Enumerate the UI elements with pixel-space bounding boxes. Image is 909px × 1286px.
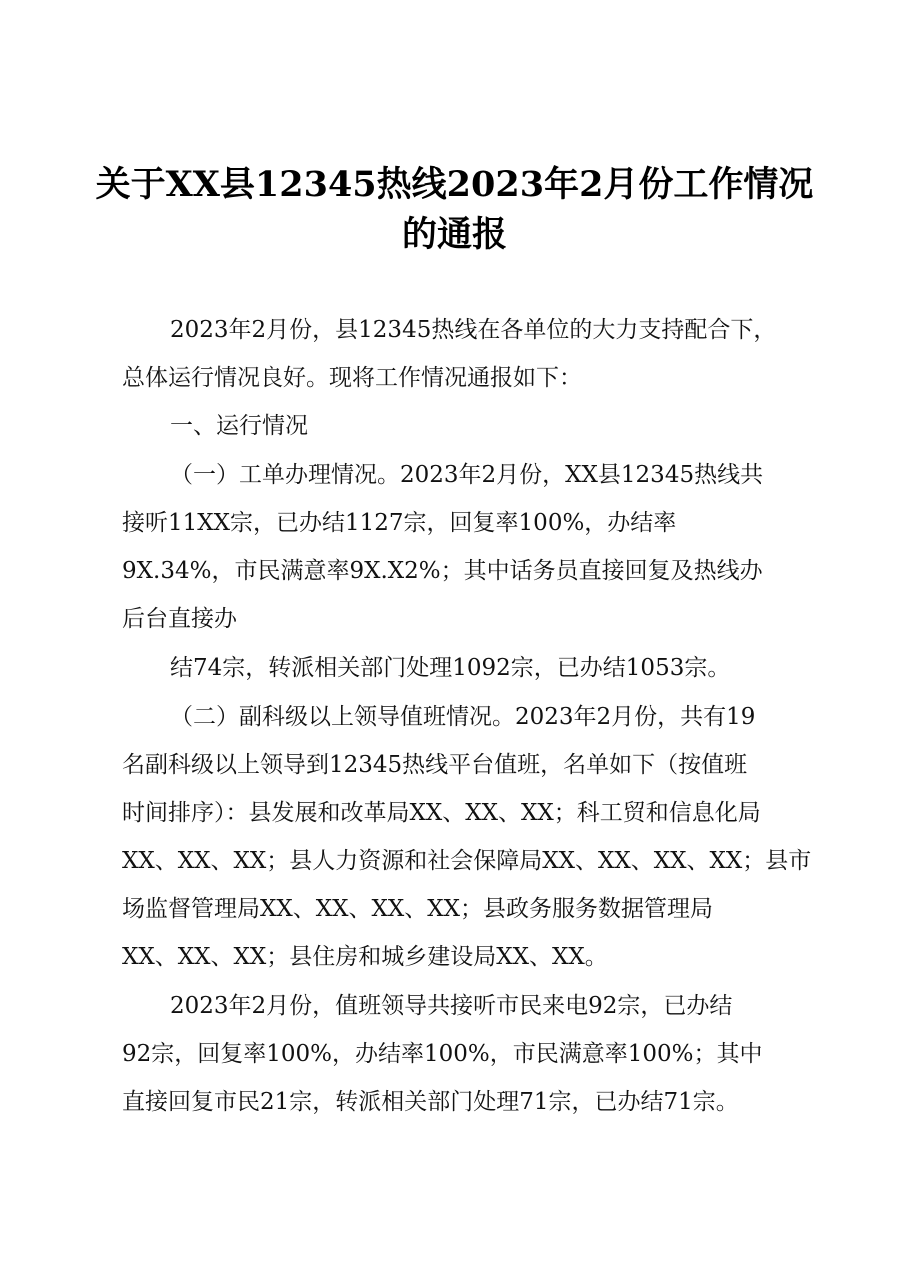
paragraph-leader-calls-line-2: 92宗，回复率100%，办结率100%，市民满意率100%；其中 — [122, 1041, 763, 1067]
paragraph-intro-line-2: 总体运行情况良好。现将工作情况通报如下： — [122, 365, 582, 391]
paragraph-duty-line-5: 场监督管理局XX、XX、XX、XX；县政务服务数据管理局 — [122, 896, 713, 922]
paragraph-intro-line-1: 2023年2月份，县12345热线在各单位的大力支持配合下， — [170, 317, 777, 343]
paragraph-duty-line-4: XX、XX、XX；县人力资源和社会保障局XX、XX、XX、XX；县市 — [122, 848, 812, 874]
paragraph-workorder-line-1: （一）工单办理情况。2023年2月份，XX县12345热线共 — [170, 462, 764, 488]
paragraph-duty-line-1: （二）副科级以上领导值班情况。2023年2月份，共有19 — [170, 704, 756, 730]
paragraph-duty-line-2: 名副科级以上领导到12345热线平台值班，名单如下（按值班 — [122, 752, 748, 778]
paragraph-workorder-line-2: 接听11XX宗，已办结1127宗，回复率100%，办结率 — [122, 510, 677, 536]
document-title-line-1: 关于XX县12345热线2023年2月份工作情况 — [95, 164, 814, 205]
document-title-line-2: 的通报 — [401, 214, 507, 255]
paragraph-leader-calls-line-1: 2023年2月份，值班领导共接听市民来电92宗，已办结 — [170, 993, 733, 1019]
paragraph-workorder-line-5: 结74宗，转派相关部门处理1092宗，已办结1053宗。 — [170, 655, 731, 681]
paragraph-duty-line-3: 时间排序）：县发展和改革局XX、XX、XX；科工贸和信息化局 — [122, 800, 761, 826]
section-heading-operation: 一、运行情况 — [170, 413, 308, 439]
paragraph-workorder-line-4: 后台直接办 — [122, 606, 237, 632]
paragraph-leader-calls-line-3: 直接回复市民21宗，转派相关部门处理71宗，已办结71宗。 — [122, 1089, 739, 1115]
paragraph-workorder-line-3: 9X.34%，市民满意率9X.X2%；其中话务员直接回复及热线办 — [122, 558, 763, 584]
paragraph-duty-line-6: XX、XX、XX；县住房和城乡建设局XX、XX。 — [122, 944, 608, 970]
